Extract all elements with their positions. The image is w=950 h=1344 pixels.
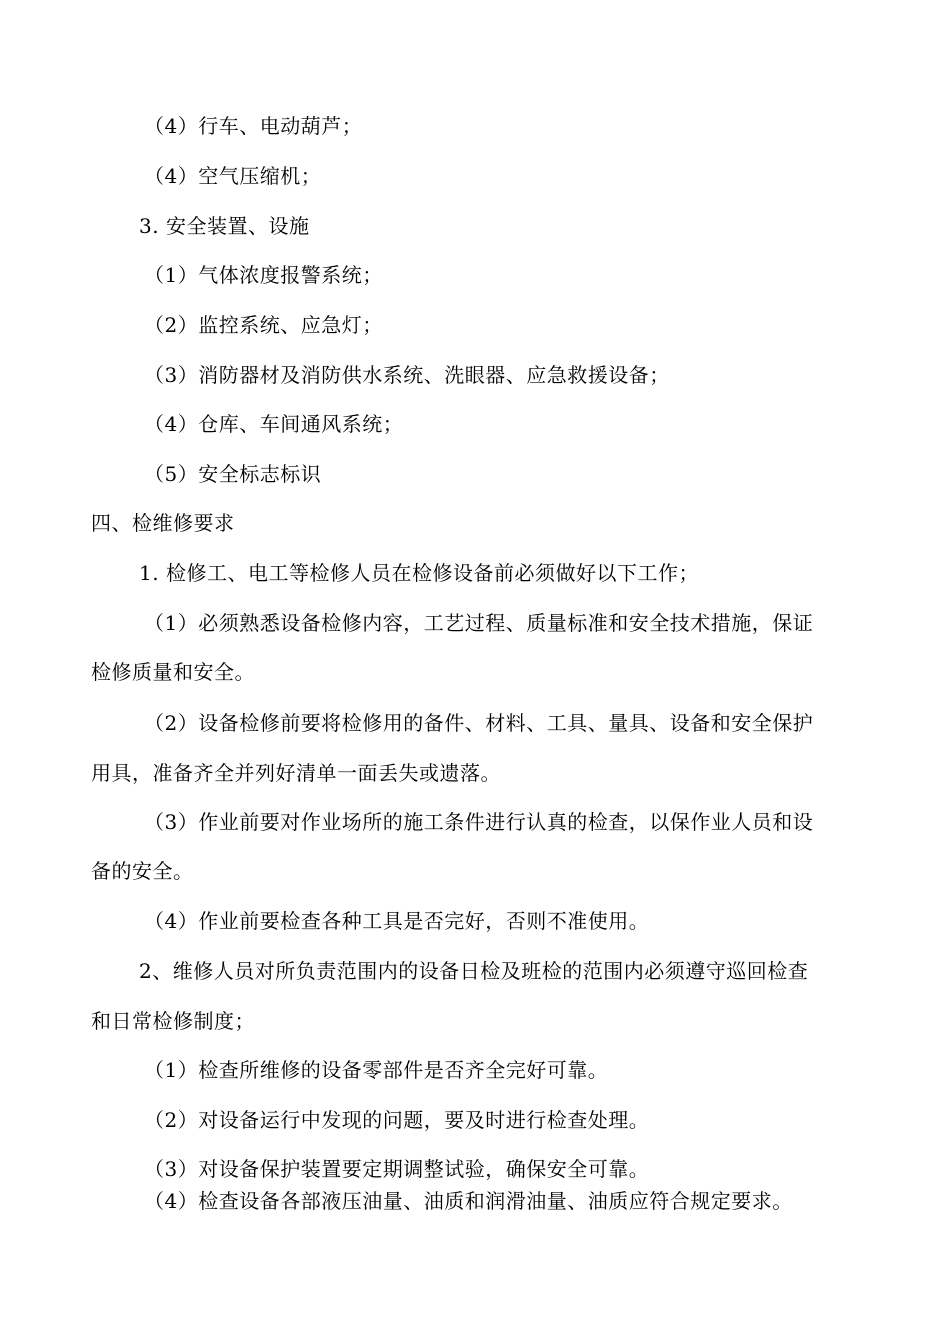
paragraph-maintenance-prep: 1. 检修工、电工等检修人员在检修设备前必须做好以下工作； bbox=[139, 561, 699, 585]
list-item-ventilation: （4）仓库、车间通风系统； bbox=[144, 412, 404, 436]
paragraph-line: （1）必须熟悉设备检修内容，工艺过程、质量标准和安全技术措施，保证 bbox=[144, 611, 814, 635]
paragraph-line: （4）作业前要检查各种工具是否完好，否则不准使用。 bbox=[144, 909, 650, 933]
paragraph-line: 备的安全。 bbox=[91, 859, 194, 883]
paragraph-line: （2）设备检修前要将检修用的备件、材料、工具、量具、设备和安全保护 bbox=[144, 711, 814, 735]
list-item-gas-alarm: （1）气体浓度报警系统； bbox=[144, 263, 383, 287]
paragraph-inspection-duty: 2、维修人员对所负责范围内的设备日检及班检的范围内必须遵守巡回检查 bbox=[139, 959, 809, 983]
paragraph-line: 和日常检修制度； bbox=[91, 1009, 255, 1033]
list-item-oil-check: （4）检查设备各部液压油量、油质和润滑油量、油质应符合规定要求。 bbox=[144, 1189, 793, 1213]
list-item-overhead-crane: （4）行车、电动葫芦； bbox=[144, 114, 363, 138]
list-item-handle-issues: （2）对设备运行中发现的问题，要及时进行检查处理。 bbox=[144, 1108, 650, 1132]
section-heading-safety-devices: 3. 安全装置、设施 bbox=[139, 214, 310, 238]
paragraph-line: （3）作业前要对作业场所的施工条件进行认真的检查，以保作业人员和设 bbox=[144, 810, 814, 834]
chapter-heading-maintenance: 四、检维修要求 bbox=[91, 511, 235, 535]
list-item-fire-equipment: （3）消防器材及消防供水系统、洗眼器、应急救援设备； bbox=[144, 363, 670, 387]
list-item-check-parts: （1）检查所维修的设备零部件是否齐全完好可靠。 bbox=[144, 1058, 609, 1082]
paragraph-line: 检修质量和安全。 bbox=[91, 660, 255, 684]
list-item-safety-signs: （5）安全标志标识 bbox=[144, 462, 322, 486]
paragraph-line: 用具，准备齐全并列好清单一面丢失或遗落。 bbox=[91, 761, 501, 785]
list-item-protection-devices: （3）对设备保护装置要定期调整试验，确保安全可靠。 bbox=[144, 1157, 650, 1181]
list-item-air-compressor: （4）空气压缩机； bbox=[144, 164, 322, 188]
list-item-monitoring: （2）监控系统、应急灯； bbox=[144, 313, 383, 337]
